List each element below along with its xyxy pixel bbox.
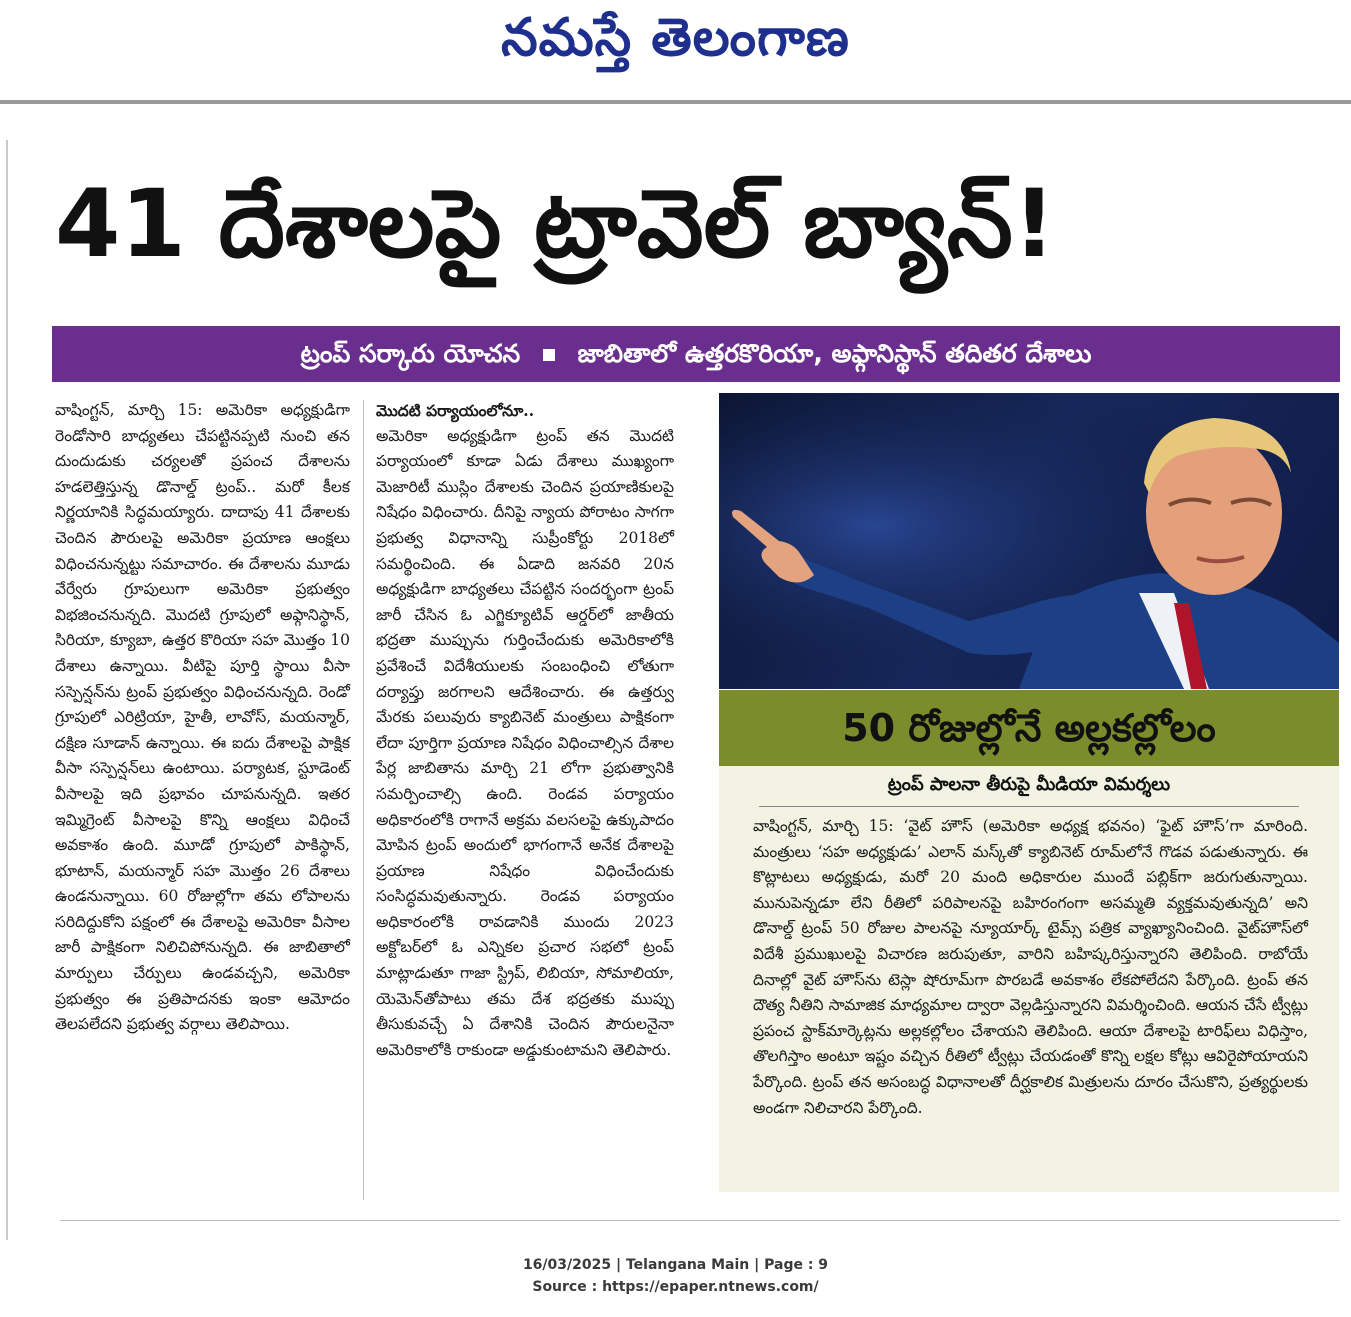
sidebar-title: 50 రోజుల్లోనే అల్లకల్లోలం bbox=[719, 690, 1339, 766]
bullet-icon bbox=[543, 349, 555, 361]
page-headline: 41 దేశాలపై ట్రావెల్ బ్యాన్! bbox=[55, 170, 1056, 279]
page-edge-line bbox=[6, 140, 8, 1240]
column-divider bbox=[363, 400, 364, 1200]
masthead bbox=[0, 0, 1351, 100]
footer-date-page: 16/03/2025 | Telangana Main | Page : 9 bbox=[522, 1257, 829, 1273]
sidebar-box bbox=[719, 766, 1339, 1192]
subhead-bar bbox=[52, 326, 1340, 382]
subhead-part1: ట్రంప్ సర్కారు యోచన bbox=[300, 339, 521, 368]
bottom-divider bbox=[60, 1220, 1340, 1221]
sidebar-body: వాషింగ్టన్, మార్చి 15: ‘వైట్ హౌస్ (అమెరికా అధ్యక్ష భవనం) ‘ఫైట్ హౌస్’గా మారింది. మంత్రులు ‘సహ అధ్యక్షుడు’ ఎలాన్ మస్క్‌తో క్యాబినెట్ రూమ్‌లోనే గొడవ పడుతున్నారు. ఈ కొట్లాటలు అధ్యక్షుడు, మరో 20 మంది అధికారుల ముందే పబ్లిక్‌గా జరుగుతున్నాయి. మునుపెన్నడూ లేని రీతిలో పరిపాలనపై బహిరంగంగా అసమ్మతి వ్యక్తమవుతున్నది’ అని డొనాల్డ్ ట్రంప్ 50 రోజుల పాలనపై న్యూయార్క్ టైమ్స్ పత్రిక వ్యాఖ్యానించింది. వైట్‌హౌస్‌లో విదేశీ ప్రముఖులపై విచారణ జరుపుతూ, వారిని బహిష్కరిస్తున్నారని తెలిపింది. రాబోయే దినాల్లో వైట్ హౌస్‌ను టెస్లా షోరూమ్‌గా పొరబడే అవకాశం లేకపోలేదని పేర్కొంది. ట్రంప్ తన దౌత్య నీతిని సామాజిక మాధ్యమాల ద్వారా వెల్లడిస్తున్నారని విమర్శించింది. ఆయన చేసే ట్వీట్లు ప్రపంచ స్టాక్‌మార్కెట్లను అల్లకల్లోలం చేశాయని తెలిపింది. ఆయా దేశాలపై టారిఫ్‌లు విధిస్తాం, తొలగిస్తాం అంటూ ఇష్టం వచ్చిన రీతిలో ట్వీట్లు చేయడంతో కొన్ని లక్షల కోట్లు ఆవిరైపోయాయని పేర్కొంది. ట్రంప్ తన అసంబద్ధ విధానాలతో దీర్ఘకాలిక మిత్రులను దూరం చేసుకొని, ప్రత్యర్థులకు అండగా నిలిచారని పేర్కొంది. bbox=[753, 817, 1308, 1117]
page-footer bbox=[0, 1254, 1351, 1298]
article-column-2-text: అమెరికా అధ్యక్షుడిగా ట్రంప్ తన మొదటి పర్యాయంలో కూడా ఏడు దేశాలు ముఖ్యంగా మెజారిటీ ముస్లిం దేశాలకు చెందిన ప్రయాణికులపై నిషేధం విధించారు. దీనిపై న్యాయ పోరాటం సాగగా ప్రభుత్వ విధానాన్ని సుప్రీంకోర్టు 2018లో సమర్థించింది. ఈ ఏడాది జనవరి 20న అధ్యక్షుడిగా బాధ్యతలు చేపట్టిన సందర్భంగా ట్రంప్ జారీ చేసిన ఓ ఎగ్జిక్యూటివ్ ఆర్డర్‌లో జాతీయ భద్రతా ముప్పును గుర్తించేందుకు అమెరికాలోకి ప్రవేశించే విదేశీయులకు సంబంధించి లోతుగా దర్యాప్తు జరగాలని ఆదేశించారు. ఈ ఉత్తర్వు మేరకు పలువురు క్యాబినెట్ మంత్రులు పాక్షికంగా లేదా పూర్తిగా ప్రయాణ నిషేధం విధించాల్సిన దేశాల పేర్ల జాబితాను మార్చి 21 లోగా ప్రభుత్వానికి సమర్పించాల్సి ఉంది. రెండవ పర్యాయం అధికారంలోకి రాగానే అక్రమ వలసలపై ఉక్కుపాదం మోపిన ట్రంప్ అందులో భాగంగానే అనేక దేశాలపై ప్రయాణ నిషేధం విధించేందుకు సంసిద్ధమవుతున్నారు. రెండవ పర్యాయం అధికారంలోకి రావడానికి ముందు 2023 అక్టోబర్‌లో ఓ ఎన్నికల ప్రచార సభలో ట్రంప్ మాట్లాడుతూ గాజా స్ట్రిప్, లిబియా, సోమాలియా, యెమెన్‌తోపాటు తమ దేశ భద్రతకు ముప్పు తీసుకువచ్చే ఏ దేశానికి చెందిన పౌరులనైనా అమెరికాలోకి రాకుండా అడ్డుకుంటామని తెలిపారు. bbox=[376, 426, 674, 1059]
masthead-divider bbox=[0, 100, 1351, 104]
sidebar-divider bbox=[759, 806, 1299, 807]
photo-illustration bbox=[719, 393, 1339, 689]
masthead-logo: నమస్తే తెలంగాణ bbox=[501, 8, 850, 68]
subhead-part2: జాబితాలో ఉత్తరకొరియా, అఫ్గానిస్థాన్ తదితర దేశాలు bbox=[577, 339, 1092, 368]
footer-source[interactable]: Source : https://epaper.ntnews.com/ bbox=[532, 1279, 819, 1295]
news-photo bbox=[719, 393, 1339, 689]
article-column-2-subhead: మొదటి పర్యాయంలోనూ.. bbox=[376, 401, 535, 420]
article-column-1 bbox=[55, 398, 350, 1038]
article-column-1-text: వాషింగ్టన్, మార్చి 15: అమెరికా అధ్యక్షుడిగా రెండోసారి బాధ్యతలు చేపట్టినప్పటి నుంచి తన దుందుడుకు చర్యలతో ప్రపంచ దేశాలను హడలెత్తిస్తున్న డొనాల్డ్ ట్రంప్.. మరో కీలక నిర్ణయానికి సిద్ధమయ్యారు. దాదాపు 41 దేశాలకు చెందిన పౌరులపై అమెరికా ప్రయాణ ఆంక్షలు విధించనున్నట్టు సమాచారం. ఈ దేశాలను మూడు వేర్వేరు గ్రూపులుగా అమెరికా ప్రభుత్వం విభజించనున్నది. మొదటి గ్రూపులో అఫ్గానిస్థాన్, సిరియా, క్యూబా, ఉత్తర కొరియా సహ మొత్తం 10 దేశాలు ఉన్నాయి. వీటిపై పూర్తి స్థాయి వీసా సస్పెన్షన్‌ను ట్రంప్ ప్రభుత్వం విధించనున్నది. రెండో గ్రూపులో ఎరిట్రియా, హైతీ, లావోస్, మయన్మార్, దక్షిణ సూడాన్ ఉన్నాయి. ఈ ఐదు దేశాలపై పాక్షిక వీసా సస్పెన్షన్‌లు ఉంటాయి. పర్యాటక, స్టూడెంట్ వీసాలపై ఇది ప్రభావం చూపనున్నది. ఇతర ఇమ్మిగ్రెంట్ వీసాలపై కొన్ని ఆంక్షలు విధించే అవకాశం ఉంది. మూడో గ్రూపులో పాకిస్థాన్, భూటాన్, మయన్మార్ సహ మొత్తం 26 దేశాలు ఉండనున్నాయి. 60 రోజుల్లోగా తమ లోపాలను సరిదిద్దుకోని పక్షంలో ఈ దేశాలపై అమెరికా వీసాల జారీ పాక్షికంగా నిలిచిపోనున్నది. ఈ జాబితాలో మార్పులు చేర్పులు ఉండవచ్చని, అమెరికా ప్రభుత్వం ఈ ప్రతిపాదనకు ఇంకా ఆమోదం తెలపలేదని ప్రభుత్వ వర్గాలు తెలిపాయి. bbox=[55, 401, 350, 1034]
sidebar-subtitle: ట్రంప్ పాలనా తీరుపై మీడియా విమర్శలు bbox=[887, 774, 1171, 795]
article-column-2 bbox=[376, 398, 674, 1063]
